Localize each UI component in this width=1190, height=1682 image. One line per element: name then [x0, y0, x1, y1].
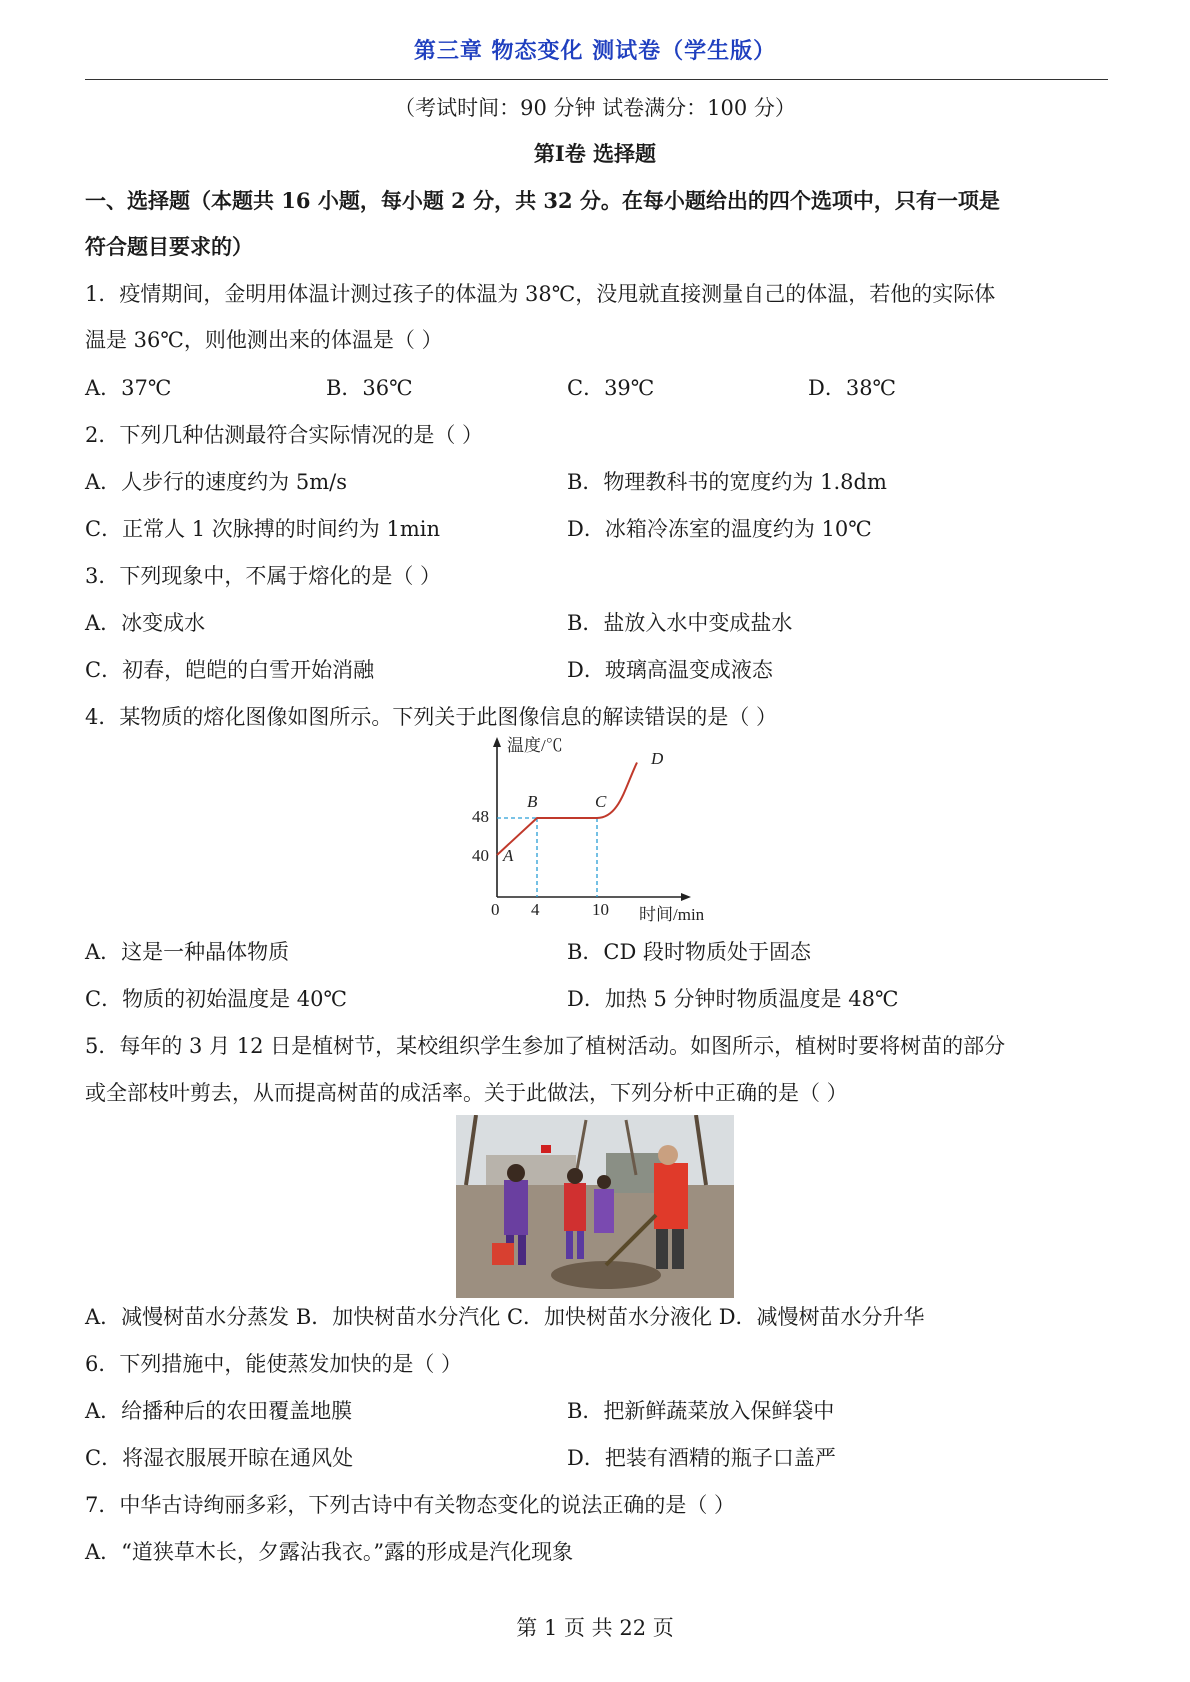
- question-4: 4．某物质的熔化图像如图所示。下列关于此图像信息的解读错误的是（ ）: [85, 705, 778, 729]
- q2-option-a: A．人步行的速度约为 5m/s: [85, 470, 347, 494]
- melting-curve: [497, 763, 637, 856]
- point-label-d: D: [651, 749, 664, 768]
- q1-option-b: B．36℃: [326, 376, 413, 400]
- q6-option-b: B．把新鲜蔬菜放入保鲜袋中: [567, 1399, 835, 1423]
- question-3: 3．下列现象中，不属于熔化的是（ ）: [85, 564, 442, 588]
- page-footer: 第 1 页 共 22 页: [516, 1616, 674, 1640]
- q6-option-a: A．给播种后的农田覆盖地膜: [85, 1399, 353, 1423]
- q5-options: A．减慢树苗水分蒸发 B．加快树苗水分汽化 C．加快树苗水分液化 D．减慢树苗水分升华: [85, 1305, 925, 1329]
- x-tick-0: 0: [491, 900, 500, 919]
- exam-info: （考试时间：90 分钟 试卷满分：100 分）: [394, 96, 796, 120]
- melting-graph: [455, 735, 745, 927]
- point-label-c: C: [595, 792, 607, 811]
- question-1: 1．疫情期间，金明用体温计测过孩子的体温为 38℃，没甩就直接测量自己的体温，若他的实际体: [85, 282, 996, 306]
- q3-option-b: B．盐放入水中变成盐水: [567, 611, 793, 635]
- q2-option-b: B．物理教科书的宽度约为 1.8dm: [567, 470, 887, 494]
- q2-option-c: C．正常人 1 次脉搏的时间约为 1min: [85, 517, 440, 541]
- y-tick-40: 40: [472, 846, 489, 865]
- header-divider: [85, 79, 1108, 80]
- q4-option-d: D．加热 5 分钟时物质温度是 48℃: [567, 987, 899, 1011]
- question-5-cont: 或全部枝叶剪去，从而提高树苗的成活率。关于此做法，下列分析中正确的是（ ）: [85, 1081, 848, 1105]
- q1-option-a: A．37℃: [85, 376, 172, 400]
- q4-option-a: A．这是一种晶体物质: [85, 940, 290, 964]
- x-axis-label: 时间/min: [639, 905, 705, 924]
- q6-option-d: D．把装有酒精的瓶子口盖严: [567, 1446, 836, 1470]
- section-title: 一、选择题（本题共 16 小题，每小题 2 分，共 32 分。在每小题给出的四个选项中，只有一项是: [85, 188, 1000, 213]
- y-axis-label: 温度/℃: [507, 736, 563, 755]
- section-title-cont: 符合题目要求的）: [85, 234, 253, 259]
- tree-planting-photo: [456, 1115, 734, 1298]
- question-1-cont: 温是 36℃，则他测出来的体温是（ ）: [85, 328, 443, 352]
- y-axis-arrow: [493, 737, 501, 747]
- part-title: 第Ⅰ卷 选择题: [533, 141, 657, 166]
- question-5: 5．每年的 3 月 12 日是植树节，某校组织学生参加了植树活动。如图所示，植树时要将树苗的部分: [85, 1034, 1006, 1058]
- point-label-a: A: [503, 846, 514, 865]
- q3-option-c: C．初春，皑皑的白雪开始消融: [85, 658, 375, 682]
- q4-option-c: C．物质的初始温度是 40℃: [85, 987, 347, 1011]
- x-axis-arrow: [681, 893, 691, 901]
- q3-option-a: A．冰变成水: [85, 611, 206, 635]
- question-7: 7．中华古诗绚丽多彩，下列古诗中有关物态变化的说法正确的是（ ）: [85, 1493, 736, 1517]
- q4-option-b: B．CD 段时物质处于固态: [567, 940, 812, 964]
- y-tick-48: 48: [472, 807, 489, 826]
- q7-option-a: A．“道狭草木长，夕露沾我衣。”露的形成是汽化现象: [85, 1540, 574, 1564]
- x-tick-4: 4: [531, 900, 540, 919]
- question-6: 6．下列措施中，能使蒸发加快的是（ ）: [85, 1352, 463, 1376]
- point-label-b: B: [527, 792, 538, 811]
- q1-option-c: C．39℃: [567, 376, 655, 400]
- document-title: 第三章 物态变化 测试卷（学生版）: [413, 39, 777, 64]
- q1-option-d: D．38℃: [808, 376, 897, 400]
- q3-option-d: D．玻璃高温变成液态: [567, 658, 773, 682]
- q2-option-d: D．冰箱冷冻室的温度约为 10℃: [567, 517, 872, 541]
- question-2: 2．下列几种估测最符合实际情况的是（ ）: [85, 423, 484, 447]
- q6-option-c: C．将湿衣服展开晾在通风处: [85, 1446, 354, 1470]
- x-tick-10: 10: [592, 900, 609, 919]
